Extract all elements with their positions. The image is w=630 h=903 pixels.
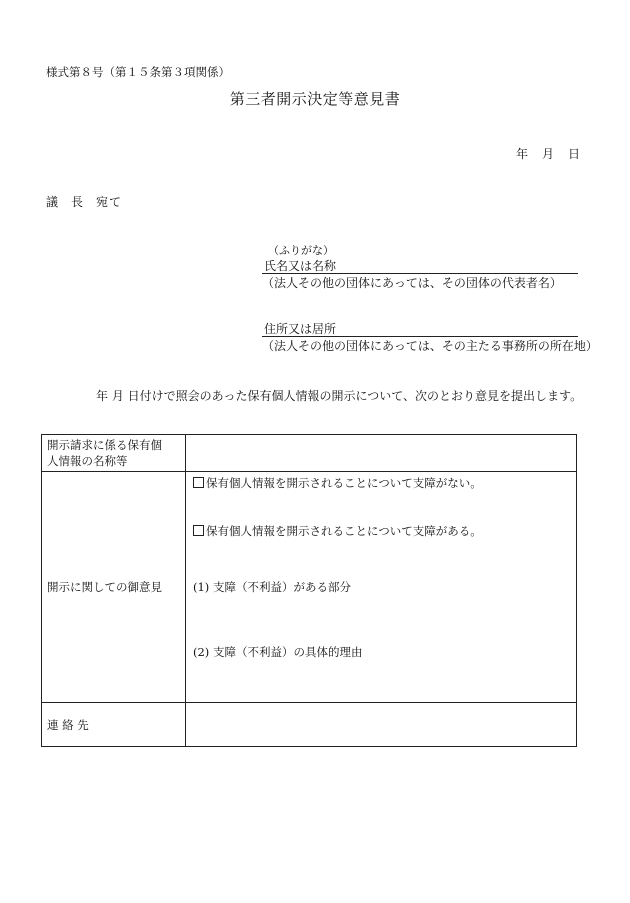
table-row-contact [42,703,577,747]
contact-cell[interactable] [186,703,577,747]
furigana-label: （ふりがな） [268,244,334,257]
addressee-part1: 議 [46,195,60,209]
name-label: 氏名又は名称 [264,259,337,273]
name-field[interactable] [262,257,578,274]
option-issue-label: 保有個人情報を開示されることについて支障がある。 [206,524,482,538]
date-year: 年 [516,147,529,161]
item-2-label: (2) 支障（不利益）の具体的理由 [193,645,363,659]
option-no-issue-label: 保有個人情報を開示されることについて支障がない。 [206,476,482,490]
option-no-issue[interactable] [193,475,482,491]
target-label-line2: 人情報の名称等 [47,454,128,468]
addressee-part2: 長 [71,195,85,209]
opinion-table [41,434,577,747]
target-label-line1: 開示請求に係る保有個 [47,438,162,452]
page-title: 第三者開示決定等意見書 [229,90,401,108]
addressee-part3: 宛て [96,195,123,209]
target-label [42,435,186,472]
name-note: （法人その他の団体にあっては、その団体の代表者名） [262,276,562,290]
address-note: （法人その他の団体にあっては、その主たる事務所の所在地） [262,339,598,353]
opinion-label: 開示に関しての御意見 [42,472,186,703]
item-1-label: (1) 支障（不利益）がある部分 [193,580,351,594]
form-number: 様式第８号（第１５条第３項関係） [46,65,230,79]
statement: 年 月 日付けで照会のあった保有個人情報の開示について、次のとおり意見を提出します。 [96,389,583,403]
address-field[interactable] [262,320,578,337]
checkbox-no-issue[interactable] [193,477,204,488]
addressee [46,193,134,210]
table-row-opinion [42,472,577,703]
table-row-target [42,435,577,472]
target-value-cell[interactable] [186,435,577,472]
address-label: 住所又は居所 [264,322,337,336]
date-day: 日 [568,147,581,161]
opinion-cell [186,472,577,703]
option-issue[interactable] [193,523,482,539]
checkbox-issue[interactable] [193,525,204,536]
date-month: 月 [542,147,555,161]
contact-label: 連 絡 先 [42,703,186,747]
